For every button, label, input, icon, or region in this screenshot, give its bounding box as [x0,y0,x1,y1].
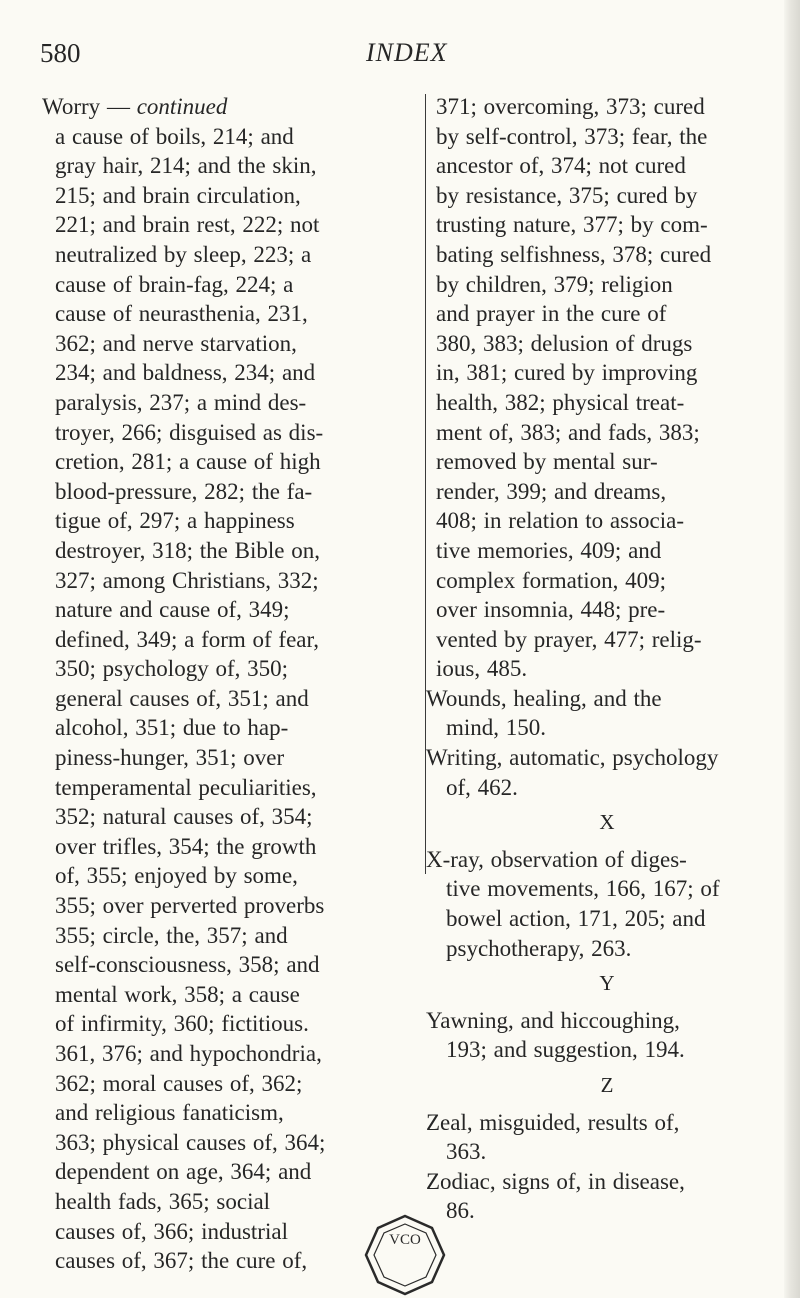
page-number: 580 [40,38,81,68]
index-line: 355; circle, the, 357; and [55,922,288,948]
index-line: general causes of, 351; and [55,685,309,711]
index-line: 327; among Christians, 332; [55,567,319,593]
index-line: mental work, 358; a cause [55,981,300,1007]
index-line: causes of, 366; industrial [55,1218,288,1244]
running-title: INDEX [366,38,448,67]
heading-term: Worry [42,94,101,119]
index-line: paralysis, 237; a mind des- [55,389,307,415]
index-line: tive movements, 166, 167; of [446,876,720,902]
index-line: bowel action, 171, 205; and [446,906,706,932]
index-line: psychotherapy, 263. [446,935,632,961]
index-line: vented by prayer, 477; relig- [436,626,702,652]
index-line: neutralized by sleep, 223; a [55,241,312,267]
entry-writing: Writing, automatic, psychology [426,745,719,771]
entry-wounds-cont: mind, 150. [446,715,547,741]
right-column [426,92,796,1226]
index-line: in, 381; cured by improving [436,360,698,386]
section-letter-y: Y [599,971,615,996]
index-line: render, 399; and dreams, [436,478,667,504]
index-line: 350; psychology of, 350; [55,656,288,682]
index-line: 352; natural causes of, 354; [55,804,313,830]
index-line: destroyer, 318; the Bible on, [55,537,320,563]
entry-zodiac: Zodiac, signs of, in disease, [426,1168,685,1194]
entry-zeal-cont: 363. [446,1139,487,1165]
entry-zodiac-cont: 86. [446,1198,475,1224]
entry-writing-cont: of, 462. [446,774,518,800]
index-line: temperamental peculiarities, [55,774,317,800]
stamp-outline [366,1216,444,1294]
index-line: removed by mental sur- [436,449,658,475]
index-line: ious, 485. [436,656,528,682]
index-line: 363; physical causes of, 364; [55,1129,326,1155]
index-line: 215; and brain circulation, [55,182,301,208]
entry-wounds: Wounds, healing, and the [426,685,662,711]
library-stamp [360,1210,450,1298]
index-line: and prayer in the cure of [436,301,667,327]
heading-dash: — [106,94,130,119]
index-line: cause of brain-fag, 224; a [55,271,294,297]
index-line: by resistance, 375; cured by [436,182,698,208]
index-line: complex formation, 409; [436,567,667,593]
index-line: 355; over perverted proverbs [55,893,325,919]
index-line: 408; in relation to associa- [436,508,684,534]
index-line: defined, 349; a form of fear, [55,626,319,652]
index-line: by children, 379; religion [436,271,673,297]
index-line: ancestor of, 374; not cured [436,153,686,179]
index-line: 371; overcoming, 373; cured [436,94,705,119]
entry-yawning: Yawning, and hiccoughing, [426,1007,680,1033]
index-line: 380, 383; delusion of drugs [436,330,693,356]
index-line: over trifles, 354; the growth [55,833,317,859]
index-line: health, 382; physical treat- [436,389,685,415]
index-line: alcohol, 351; due to hap- [55,715,289,741]
index-line: causes of, 367; the cure of, [55,1248,308,1274]
index-line: of infirmity, 360; fictitious. [55,1011,309,1037]
entry-zeal: Zeal, misguided, results of, [426,1109,680,1135]
index-line: and religious fanaticism, [55,1100,284,1126]
index-line: a cause of boils, 214; and [55,123,294,149]
index-line: 361, 376; and hypochondria, [55,1041,322,1066]
index-line: self-consciousness, 358; and [55,952,320,978]
index-line: ment of, 383; and fads, 383; [436,419,700,445]
index-line: 362; and nerve starvation, [55,330,297,356]
index-line: 234; and baldness, 234; and [55,360,316,386]
index-line: of, 355; enjoyed by some, [55,863,298,889]
section-letter-x: X [599,810,615,835]
entry-x-ray: X-ray, observation of diges- [426,846,687,872]
index-line: health fads, 365; social [55,1188,271,1214]
index-line: blood-pressure, 282; the fa- [55,478,313,504]
index-line: over insomnia, 448; pre- [436,597,666,623]
left-column [42,92,415,1276]
index-line: by self-control, 373; fear, the [436,123,708,149]
index-line: gray hair, 214; and the skin, [55,153,317,179]
stamp-text: VCO [389,1232,421,1248]
index-line: trusting nature, 377; by com- [436,212,708,238]
index-line: 221; and brain rest, 222; not [55,212,320,238]
index-line: dependent on age, 364; and [55,1159,312,1185]
index-line: bating selfishness, 378; cured [436,241,712,267]
index-line: piness-hunger, 351; over [55,745,285,771]
index-line: cretion, 281; a cause of high [55,449,321,475]
index-line: troyer, 266; disguised as dis- [55,419,324,445]
index-line: 362; moral causes of, 362; [55,1070,303,1096]
index-line: tigue of, 297; a happiness [55,508,295,534]
heading-continued: continued [136,94,228,119]
index-line: cause of neurasthenia, 231, [55,301,308,327]
index-line: nature and cause of, 349; [55,597,290,623]
index-line: tive memories, 409; and [436,537,662,563]
entry-heading-worry [42,92,415,122]
section-letter-z: Z [600,1073,614,1097]
index-line: 193; and suggestion, 194. [446,1037,685,1063]
